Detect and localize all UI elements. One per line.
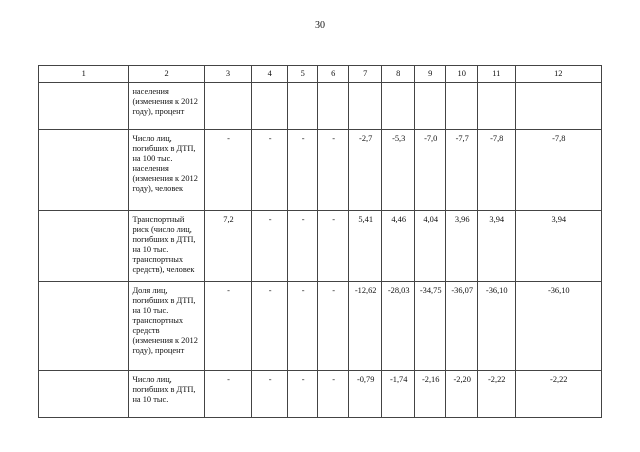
column-header: 12 (515, 66, 601, 83)
table-cell: -36,10 (477, 282, 515, 371)
table-row (39, 371, 602, 418)
table-cell: - (287, 130, 317, 211)
table-cell: 3,94 (515, 211, 601, 282)
table-cell: -1,74 (382, 371, 415, 418)
column-header: 4 (252, 66, 288, 83)
table-cell: -2,22 (515, 371, 601, 418)
indicators-table (38, 65, 602, 418)
table-cell: 3,94 (477, 211, 515, 282)
table-cell (39, 211, 129, 282)
indicator-name-cell: Доля лиц, погибших в ДТП, на 10 тыс. транспортных средств (изменения к 2012 году), процент (129, 282, 204, 371)
table-cell: - (252, 211, 288, 282)
table-cell: -28,03 (382, 282, 415, 371)
table-cell: -0,79 (348, 371, 382, 418)
table-row (39, 282, 602, 371)
table-cell (318, 83, 348, 130)
table-cell: -36,07 (446, 282, 478, 371)
column-header: 6 (318, 66, 348, 83)
column-header: 5 (287, 66, 317, 83)
table-cell: - (287, 211, 317, 282)
table-cell (287, 83, 317, 130)
column-header: 7 (348, 66, 382, 83)
table-cell: 4,46 (382, 211, 415, 282)
table-row (39, 211, 602, 282)
table-cell: - (252, 130, 288, 211)
table-cell: - (318, 282, 348, 371)
table-cell (39, 282, 129, 371)
column-header: 10 (446, 66, 478, 83)
table-cell: 4,04 (414, 211, 446, 282)
table-cell: -12,62 (348, 282, 382, 371)
table-cell (252, 83, 288, 130)
page-number: 30 (315, 20, 325, 31)
table-cell (39, 83, 129, 130)
table-cell: - (204, 282, 252, 371)
indicator-name-cell: Число лиц, погибших в ДТП, на 100 тыс. населения (изменения к 2012 году), человек (129, 130, 204, 211)
table-cell: - (204, 371, 252, 418)
table-cell (477, 83, 515, 130)
table-cell (414, 83, 446, 130)
table-cell: - (204, 130, 252, 211)
table-row (39, 83, 602, 130)
table-cell: - (318, 130, 348, 211)
table-cell (39, 130, 129, 211)
table-cell: -5,3 (382, 130, 415, 211)
table-cell (382, 83, 415, 130)
column-header: 1 (39, 66, 129, 83)
table-cell: -36,10 (515, 282, 601, 371)
table-cell: -2,16 (414, 371, 446, 418)
indicator-name-cell: населения (изменения к 2012 году), процент (129, 83, 204, 130)
table-cell: 7,2 (204, 211, 252, 282)
table-cell: - (318, 371, 348, 418)
table-cell: - (252, 282, 288, 371)
table-cell: -7,8 (515, 130, 601, 211)
table-cell: -2,20 (446, 371, 478, 418)
indicator-name-cell: Число лиц, погибших в ДТП, на 10 тыс. (129, 371, 204, 418)
table-cell: -2,7 (348, 130, 382, 211)
column-header: 9 (414, 66, 446, 83)
table-cell: 5,41 (348, 211, 382, 282)
table-cell: -2,22 (477, 371, 515, 418)
table-cell: - (252, 371, 288, 418)
table-cell: - (287, 371, 317, 418)
column-header: 11 (477, 66, 515, 83)
table-cell: - (287, 282, 317, 371)
column-header: 8 (382, 66, 415, 83)
table-cell: -7,7 (446, 130, 478, 211)
table-header-row (39, 66, 602, 83)
table-cell: - (318, 211, 348, 282)
table-row (39, 130, 602, 211)
table-cell: -34,75 (414, 282, 446, 371)
table-cell: -7,0 (414, 130, 446, 211)
table-cell: -7,8 (477, 130, 515, 211)
table-cell (204, 83, 252, 130)
indicator-name-cell: Транспортный риск (число лиц, погибших в ДТП, на 10 тыс. транспортных средств), человек (129, 211, 204, 282)
table-cell (515, 83, 601, 130)
table-cell: 3,96 (446, 211, 478, 282)
column-header: 3 (204, 66, 252, 83)
table-cell (39, 371, 129, 418)
table-cell (348, 83, 382, 130)
column-header: 2 (129, 66, 204, 83)
table-cell (446, 83, 478, 130)
